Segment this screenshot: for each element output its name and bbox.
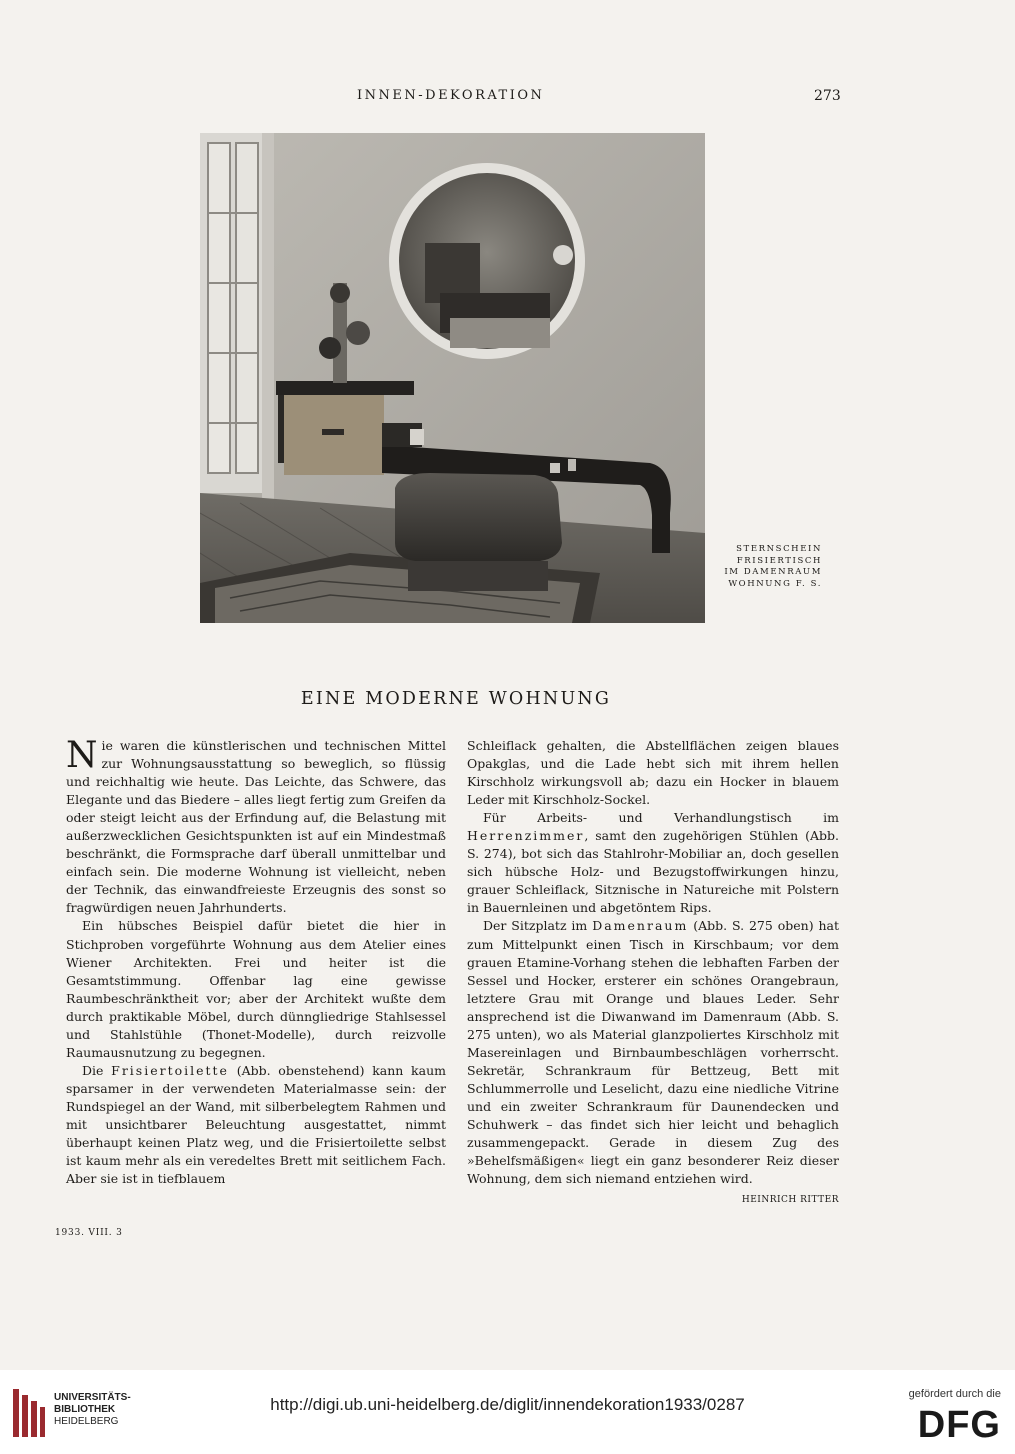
paragraph bbox=[467, 809, 839, 917]
paragraph-text: (Abb. obenstehend) kann kaum sparsamer in der verwendeten Materialmasse sein: der Rundspiegel an der Wand, mit silberbelegtem Rahmen und mit unsichtbarer Beleuchtung ausgestattet, nimmt überhaupt keinen Platz weg, und die Frisiertoilette selbst ist kaum mehr als ein veredeltes Brett mit seitlichem Fach. Aber sie ist in tiefblauem bbox=[66, 1062, 446, 1187]
paragraph bbox=[467, 917, 840, 1206]
emphasis-term: Damenraum bbox=[592, 918, 689, 934]
library-name-line: BIBLIOTHEK bbox=[54, 1404, 116, 1415]
dfg-logo: DFG bbox=[917, 1404, 1001, 1446]
author-name: HEINRICH RITTER bbox=[741, 1195, 839, 1206]
paragraph: Ein hübsches Beispiel dafür bietet die hier in Stichproben vorgeführte Wohnung aus dem Atelier eines Wiener Architekten. Frei und heiter ist die Gesamtstimmung. Offenbar lag eine gewisse Raumbeschränktheit vor; aber der Architekt wußte dem durch praktikable Möbel, durch dünngliedrige Stahlsessel und Stahlstühle (Thonet-Modelle), durch reizvolle Raumausnutzung zu begegnen. bbox=[66, 918, 446, 1060]
printer-signature: 1933. VIII. 3 bbox=[55, 1228, 123, 1238]
paragraph-text: ie waren die künstlerischen und technischen Mittel zur Wohnungsausstattung so beweglich, so flüssig und reichhaltig wie heute. Das Leichte, das Schwere, das Elegante und das Biedere – alles liegt fertig zum Greifen da oder steigt leicht aus der Erfindung auf, die Belastung mit außerzwecklichen Gesichtspunkten ist auf ein Mindestmaß beschränkt, die Formsprache darf überall unmittelbar und einfach sein. Die moderne Wohnung ist vielleicht, neben der Technik, das einwandfreieste Erzeugnis des sonst so fragwürdigen neuen Jahrhunderts. bbox=[66, 738, 446, 916]
library-name-line: HEIDELBERG bbox=[54, 1416, 119, 1427]
source-url-link[interactable]: http://digi.ub.uni-heidelberg.de/diglit/innendekoration1933/0287 bbox=[270, 1395, 745, 1414]
text-column-left bbox=[66, 737, 446, 1188]
paragraph-text: Die bbox=[82, 1062, 112, 1078]
page-number: 273 bbox=[814, 88, 841, 104]
funding-note: gefördert durch die bbox=[908, 1388, 1001, 1400]
caption-line: FRISIERTISCH bbox=[736, 555, 822, 566]
caption-line: WOHNUNG F. S. bbox=[728, 578, 822, 589]
paragraph-text: (Abb. S. 275 oben) hat zum Mittelpunkt einen Tisch in Kirschbaum; vor dem grauen Etamine-Vorhang stehen die lebhaften Farben der Sessel und Hocker, ersterer ein schönes Orangebraun, letztere Grau mit Orange und blaues Leder. Sehr ansprechend ist die Diwanwand im Damenraum (Abb. S. 275 unten), wo als Material glanzpoliertes Kirschholz mit Masereinlagen und Birnbaumbeschlägen vorherrscht. Sekretär, Schrankraum für Bettzeug, Bett mit Schlummerrolle und Leselicht, dazu eine niedliche Vitrine und ein zweiter Schrankraum für Daunendecken und Schuhwerk – das findet sich hier leicht und behaglich zusammengepackt. Gerade in diesem Zug des »Behelfsmäßigen« liegt ein ganz besonderer Reiz dieser Wohnung, dem sich niemand entziehen wird. bbox=[467, 918, 840, 1187]
emphasis-term: Herrenzimmer bbox=[467, 828, 585, 844]
figure-caption bbox=[706, 544, 822, 590]
library-name-line: UNIVERSITÄTS- bbox=[54, 1392, 131, 1403]
caption-line: IM DAMENRAUM bbox=[724, 567, 822, 578]
drop-cap: N bbox=[66, 735, 98, 776]
paragraph: Schleiflack gehalten, die Abstellflächen zeigen blaues Opakglas, und die Lade hebt sich mit ihrem hellen Kirschholz wirkungsvoll ab; dazu ein Hocker in blauem Leder mit Kirschholz-Sockel. bbox=[467, 738, 839, 808]
dressing-table-photo bbox=[200, 133, 705, 623]
caption-line: STERNSCHEIN bbox=[736, 544, 822, 554]
text-column-right bbox=[467, 737, 839, 1209]
paragraph-text: Für Arbeits- und Verhandlungstisch im bbox=[483, 810, 839, 826]
running-title: INNEN-DEKORATION bbox=[357, 88, 545, 103]
paragraph-text: , samt den zugehörigen Stühlen (Abb. S. 274), bot sich das Stahlrohr-Mobiliar an, doch gesellen sich hübsche Holz- und Bezugstoffwirkungen hinzu, grauer Schleiflack, Sitznische in Natureiche mit Polstern in Bauernleinen und abgetöntem Rips. bbox=[467, 828, 839, 916]
paragraph-text: Der Sitzplatz im bbox=[483, 918, 593, 934]
running-head bbox=[0, 88, 1015, 106]
article-headline: EINE MODERNE WOHNUNG bbox=[300, 689, 612, 709]
paragraph bbox=[66, 1062, 446, 1188]
emphasis-term: Frisiertoilette bbox=[111, 1062, 229, 1078]
paragraph bbox=[66, 737, 446, 917]
